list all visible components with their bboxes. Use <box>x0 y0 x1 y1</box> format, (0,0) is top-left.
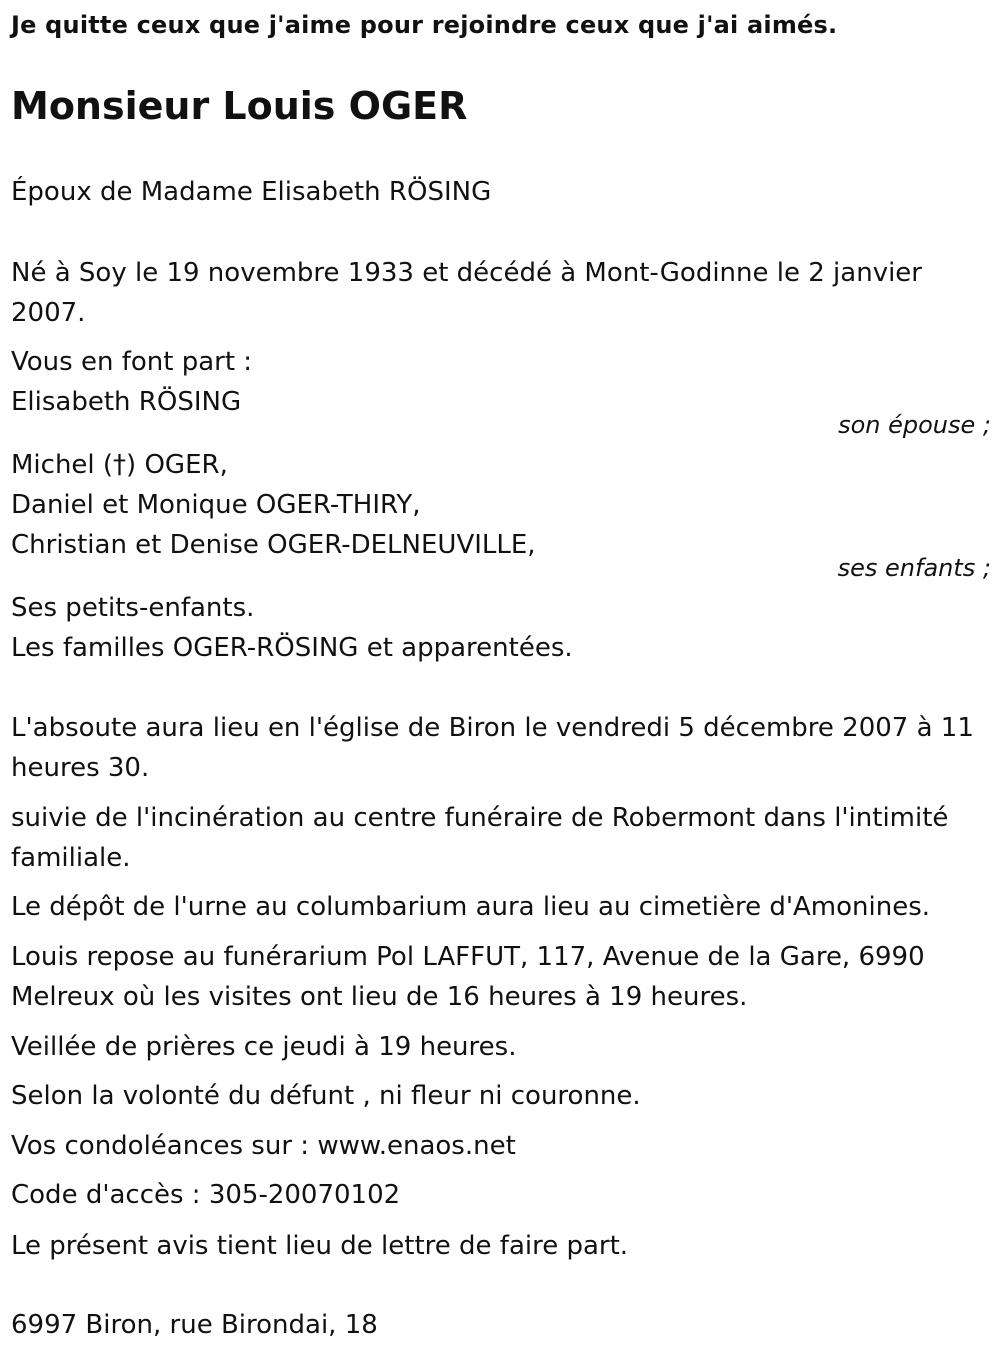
grandchildren-line: Ses petits-enfants. <box>11 593 255 623</box>
vigil-line: Veillée de prières ce jeudi à 19 heures. <box>11 1032 517 1062</box>
child-name: Christian et Denise OGER-DELNEUVILLE, <box>11 530 536 560</box>
urn-line: Le dépôt de l'urne au columbarium aura lieu au cimetière d'Amonines. <box>11 892 931 922</box>
birth-death-line: Né à Soy le 19 novembre 1933 et décédé à Mont-Godinne le 2 janvier 2007. <box>11 258 922 328</box>
children-relation: ses enfants ; <box>837 554 991 582</box>
announcers-intro: Vous en font part : <box>11 347 253 377</box>
notice-line: Le présent avis tient lieu de lettre de faire part. <box>11 1231 629 1261</box>
families-line: Les familles OGER-RÖSING et apparentées. <box>11 633 573 663</box>
address-line: 6997 Biron, rue Birondai, 18 <box>11 1310 378 1340</box>
deceased-name: Monsieur Louis OGER <box>11 84 468 128</box>
condolences-line: Vos condoléances sur : www.enaos.net <box>11 1131 516 1161</box>
epigraph: Je quitte ceux que j'aime pour rejoindre ceux que j'ai aimés. <box>11 11 838 39</box>
spouse-line: Époux de Madame Elisabeth RÖSING <box>11 177 492 207</box>
incineration-line: suivie de l'incinération au centre funéraire de Robermont dans l'intimité familiale. <box>11 803 949 873</box>
spouse-name: Elisabeth RÖSING <box>11 387 242 417</box>
access-code-line: Code d'accès : 305-20070102 <box>11 1180 401 1210</box>
flowers-line: Selon la volonté du défunt , ni fleur ni couronne. <box>11 1081 641 1111</box>
child-name: Michel (†) OGER, <box>11 450 228 480</box>
absoute-line: L'absoute aura lieu en l'église de Biron le vendredi 5 décembre 2007 à 11 heures 30. <box>11 713 974 783</box>
child-name: Daniel et Monique OGER-THIRY, <box>11 490 421 520</box>
funeral-home-line: Louis repose au funérarium Pol LAFFUT, 117, Avenue de la Gare, 6990 Melreux où les visites ont lieu de 16 heures à 19 heures. <box>11 942 925 1012</box>
spouse-relation: son épouse ; <box>838 411 991 439</box>
